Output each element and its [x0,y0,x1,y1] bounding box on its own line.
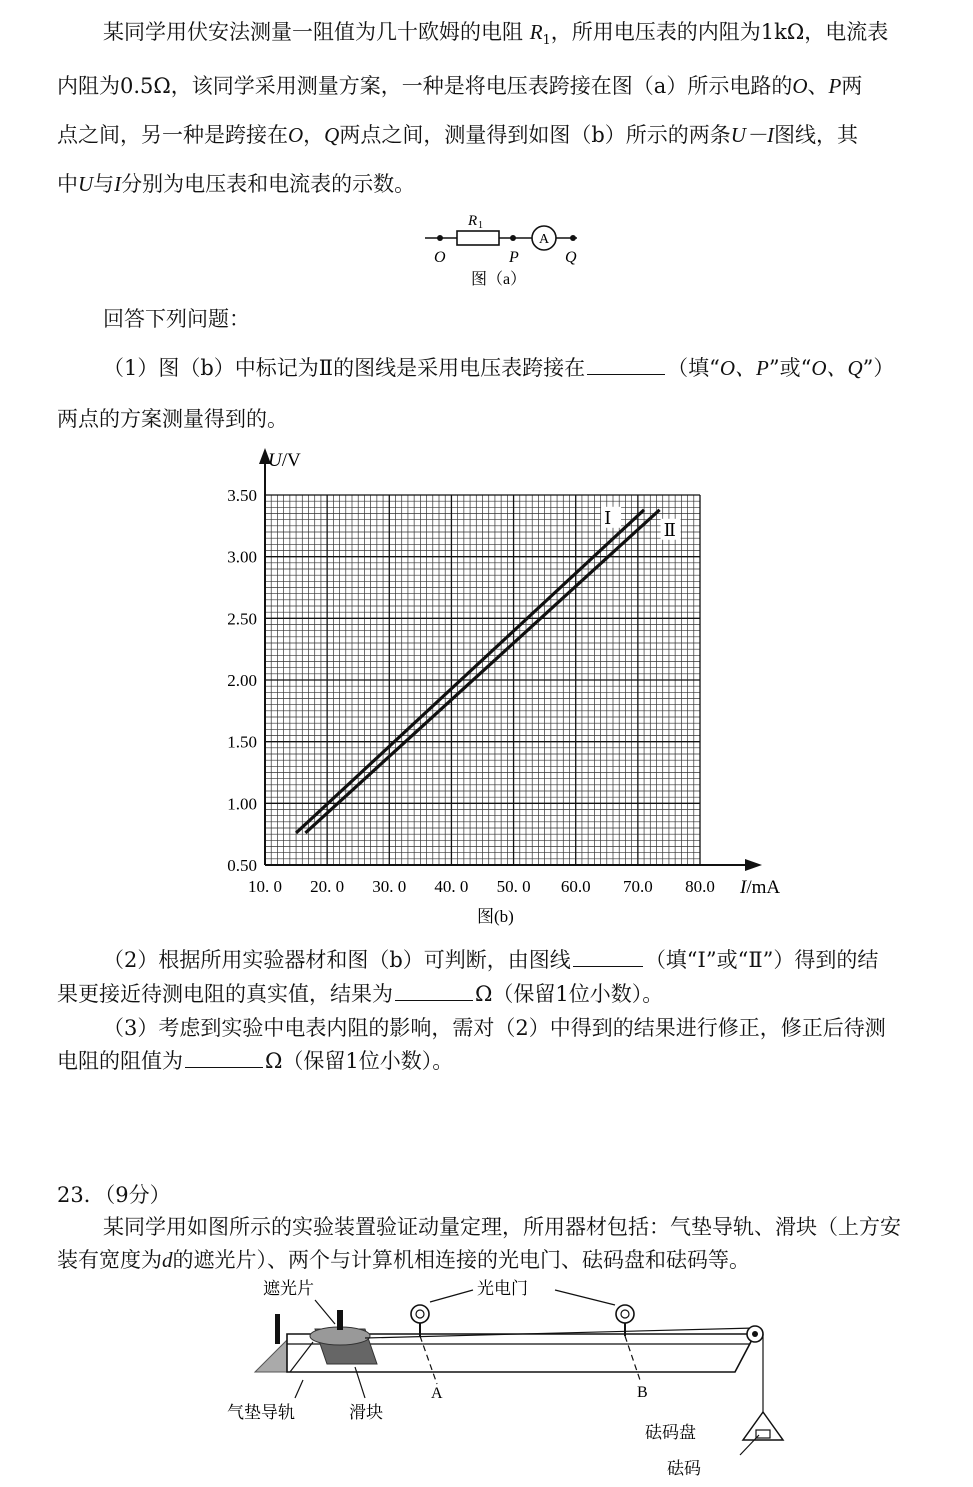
text: 、 [807,74,829,98]
x-tick-label: 70.0 [622,877,653,896]
x-axis-arrow [745,859,762,871]
y-tick-label: 3.50 [227,486,257,505]
option-op: O、P [719,356,769,380]
node-o-dot [437,235,443,241]
shade-label: 遮光片 [263,1279,314,1298]
y-axis-label: U/V [268,450,301,471]
problem-23-header: 23．（9分） [57,1183,171,1207]
y-tick-label: 2.50 [227,609,257,629]
y-tick-label: 0.50 [227,856,257,875]
problem-text-line-1 [103,18,888,55]
x-tick-label: 60.0 [560,877,591,896]
slider-label: 滑块 [349,1403,383,1422]
resistor-subscript: 1 [478,220,483,231]
series-label-1: Ⅰ [604,507,612,528]
point-a-label: A [431,1385,443,1402]
circuit-diagram [415,205,595,295]
text: （2）根据所用实验器材和图（b）可判断，由图线 [103,948,571,972]
question-2-line-2 [57,980,663,1008]
x-tick-label: 20. 0 [310,877,345,896]
text: 与 [93,172,115,196]
x-axis-label: I/mA [740,877,781,898]
problem-text-line-3 [57,121,858,149]
resistor [457,231,499,245]
text: 内阻为0.5Ω，该同学采用测量方案，一种是将电压表跨接在图（a）所示电路的 [57,74,793,98]
node-q-dot [570,235,576,241]
var-p: P [828,74,842,98]
text: （1）图（b）中标记为Ⅱ的图线是采用电压表跨接在 [103,356,586,380]
var-ui: U－I [730,123,774,147]
answer-blank-q2a[interactable] [573,946,643,967]
air-track-apparatus [215,1272,815,1484]
point-b-label: B [637,1384,648,1401]
resistor-label: R [468,213,478,229]
text: 中 [57,172,78,196]
problem-text-line-4 [57,170,415,198]
text: 两点之间，测量得到如图（b）所示的两条 [339,123,731,147]
node-p-dot [510,235,516,241]
shade-leader [315,1300,335,1324]
text: Ω（保留1位小数）。 [265,1049,454,1073]
resistor-symbol: R [529,20,543,44]
text: 两 [841,74,863,98]
text: ”或“ [768,356,812,380]
problem-23-line-1: 某同学用如图所示的实验装置验证动量定理，所用器材包括：气垫导轨、滑块（上方安 [103,1215,901,1239]
text: 点之间，另一种是跨接在 [57,123,288,147]
pan-label: 砝码盘 [645,1423,696,1442]
node-p-label: P [509,249,519,266]
gate-leader-b [555,1290,615,1305]
x-tick-label: 10. 0 [248,877,282,896]
text: 分别为电压表和电流表的示数。 [121,172,416,196]
node-q-label: Q [565,249,577,266]
option-oq: O、Q [811,356,863,380]
figure-b-caption: 图(b) [477,907,514,926]
answer-intro: 回答下列问题： [103,307,250,331]
y-tick-label: 1.00 [227,794,257,814]
y-tick-label: 3.00 [227,547,257,567]
text: 图线，其 [773,123,858,147]
text: ”） [862,356,895,380]
problem-23-line-2 [57,1246,750,1274]
pulley-axle [752,1331,758,1337]
text: 某同学用伏安法测量一阻值为几十欧姆的电阻 [103,20,530,44]
var-u: U [78,172,94,196]
u-i-chart [200,440,820,930]
light-shade [337,1310,343,1330]
x-tick-label: 30. 0 [372,877,407,896]
photogate-b-inner [621,1310,629,1318]
end-stopper [275,1314,280,1344]
text: （填“Ⅰ”或“Ⅱ”）得到的结 [644,948,879,972]
photogate-a-inner [416,1310,424,1318]
gate-label: 光电门 [477,1279,528,1298]
left-stand [255,1340,287,1372]
answer-blank-q2b[interactable] [395,980,473,1001]
question-3-line-2 [57,1047,453,1075]
text: ，所用电压表的内阻为1kΩ，电流表 [550,20,889,44]
series-label-2: Ⅱ [663,519,676,540]
gate-leader-a [430,1290,473,1302]
text: 的遮光片）、两个与计算机相连接的光电门、砝码盘和砝码等。 [172,1248,750,1272]
var-o: O [792,74,808,98]
chart-series [296,507,681,833]
x-tick-label: 40. 0 [434,877,469,896]
problem-text-line-2 [57,72,862,100]
question-2-line-1 [103,946,878,974]
question-1-line-1 [103,354,894,382]
node-o-label: O [434,249,446,266]
answer-blank-q1[interactable] [587,354,665,375]
weight-label: 砝码 [667,1459,701,1478]
var-q: Q [324,123,340,147]
subscript: 1 [542,33,551,49]
text: Ω（保留1位小数）。 [475,982,664,1006]
rail-leader [295,1380,303,1398]
question-1-line-2: 两点的方案测量得到的。 [57,407,288,431]
rail-label: 气垫导轨 [227,1403,295,1422]
text: 装有宽度为 [57,1248,162,1272]
answer-blank-q3[interactable] [185,1047,263,1068]
text: ， [303,123,325,147]
text: 果更接近待测电阻的真实值，结果为 [57,982,393,1006]
figure-a-caption: 图（a） [471,271,527,288]
var-o: O [288,123,304,147]
text: （填“ [667,356,720,380]
x-tick-label: 80.0 [685,877,715,896]
text: 电阻的阻值为 [57,1049,183,1073]
y-tick-label: 1.50 [227,732,257,752]
y-tick-label: 2.00 [227,671,257,690]
x-tick-label: 50. 0 [496,877,531,896]
var-i: I [114,172,122,196]
ammeter-label: A [539,232,550,247]
var-d: d [162,1248,173,1272]
question-3-line-1: （3）考虑到实验中电表内阻的影响，需对（2）中得到的结果进行修正，修正后待测 [103,1016,886,1040]
